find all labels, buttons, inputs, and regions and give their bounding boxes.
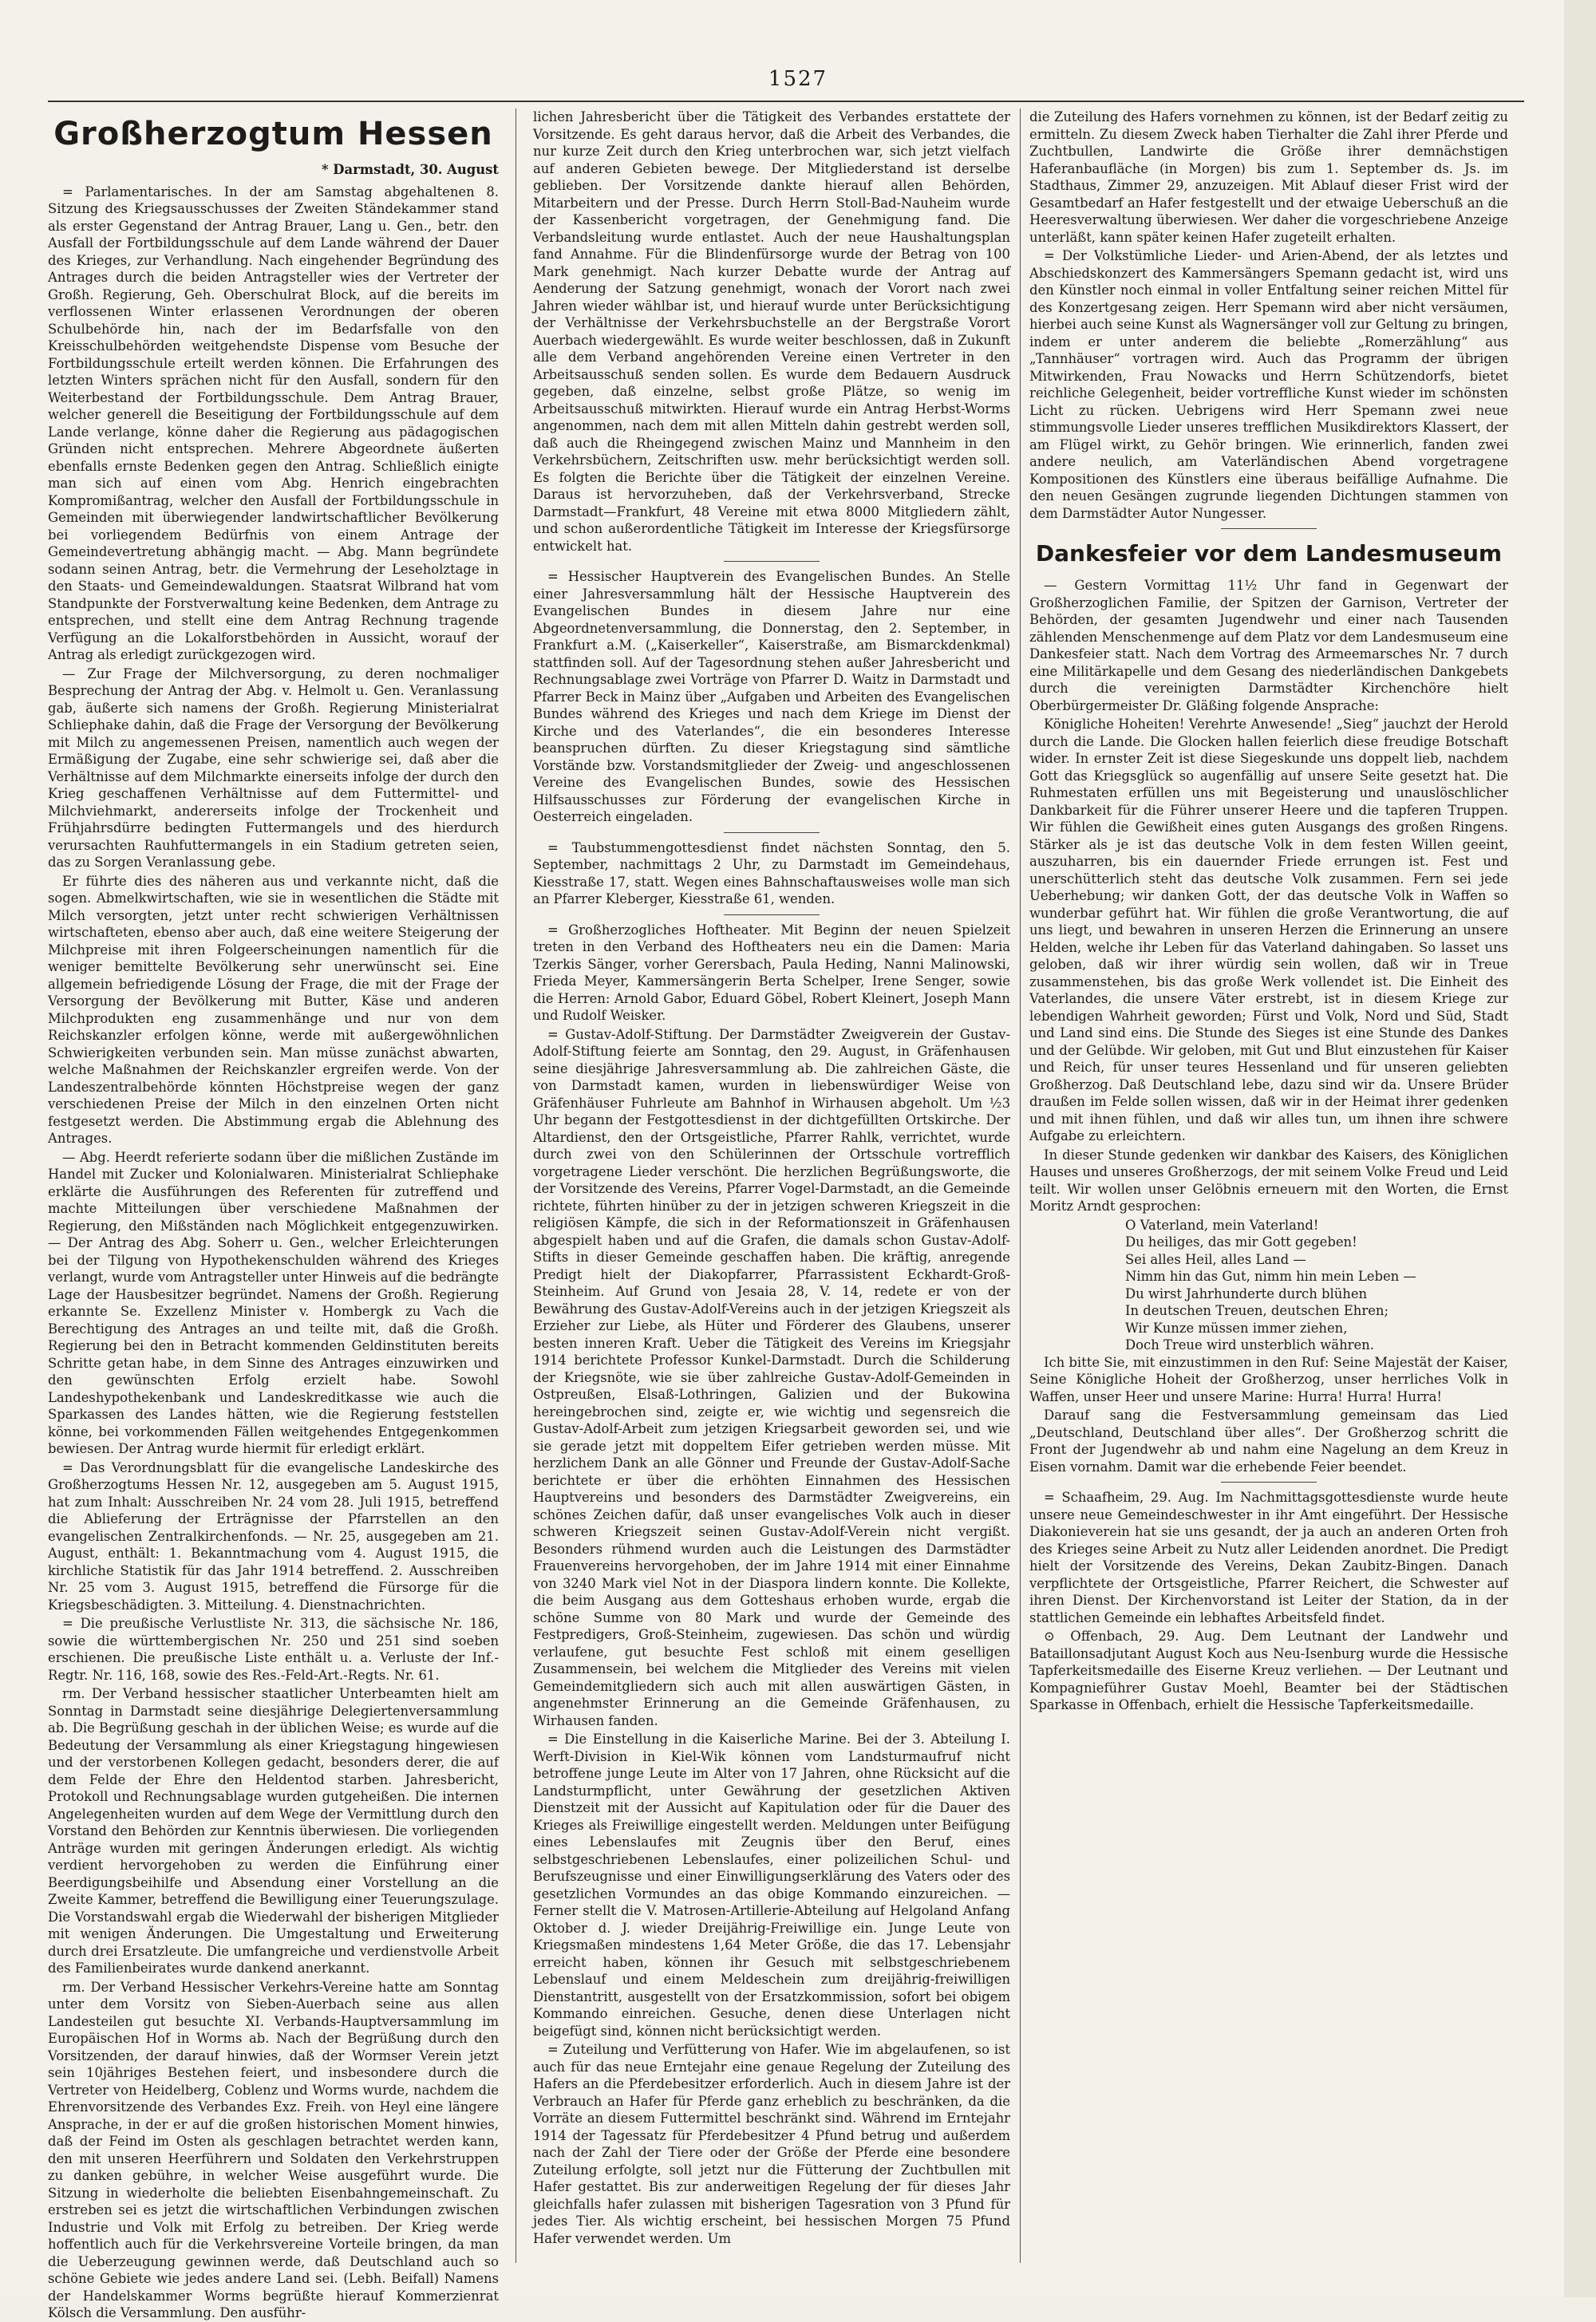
- article-paragraph: Darauf sang die Festversammlung gemeinsam das Lied „Deutschland, Deutschland über alles“. Der Großherzog schritt die Front der Jugendwehr ab und nahm eine Nagelung an dem Kreuz in Eisen vornahm. Damit war die erhebende Feier beendet.: [1029, 1408, 1508, 1475]
- article-paragraph: = Taubstummengottesdienst findet nächsten Sonntag, den 5. September, nachmittags 2 Uhr, zu Darmstadt im Gemeindehaus, Kiesstraße 17, statt. Wegen eines Bahnschaftausweises wolle man sich an Pfarrer Kleberger, Kiesstraße 61, wenden.: [533, 839, 1010, 906]
- article-paragraph: = Parlamentarisches. In der am Samstag abgehaltenen 8. Sitzung des Kriegsausschusses der Zweiten Ständekammer stand als erster Gegenstand der Antrag Brauer, Lang u. Gen., betr. den Ausfall der Fortbildungsschule auf dem Lande während der Dauer des Krieges, zur Verhandlung. Nach eingehender Begründung des Antrages durch die beiden Antragsteller wies der Vertreter der Großh. Regierung, Geh. Oberschulrat Block, auf die bereits im verflossenen Winter erlassenen Verordnungen der oberen Schulbehörde hin, nach der im Bedarfsfalle von den Kreisschulbehörden weitgehendste Dispense vom Besuche der Fortbildungsschule erteilt werden können. Die Erfahrungen des letzten Winters sprächen nicht für den Ausfall, sondern für den Weiterbestand der Fortbildungsschule. Dem Antrag Brauer, welcher generell die Beseitigung der Fortbildungsschule auf dem Lande verlange, könne daher die Regierung aus pädagogischen Gründen nicht entsprechen. Mehrere Abgeordnete äußerten ebenfalls ernste Bedenken gegen den Antrag. Schließlich einigte man sich auf einen vom Abg. Henrich eingebrachten Kompromißantrag, welcher den Ausfall der Fortbildungsschule in Gemeinden mit überwiegender landwirtschaftlicher Bevölkerung bei vorliegendem Bedürfnis von einem Antrage der Gemeindevertretung abhängig macht. — Abg. Mann begründete sodann seinen Antrag, betr. die Vermehrung der Leseholztage in den Staats- und Gemeindewaldungen. Staatsrat Wilbrand hat vom Standpunkte der Forstverwaltung keine Bedenken, dem Antrage zu entsprechen, und stellt eine dem Antrag Rechnung tragende Verfügung an die Lokalforstbehörden in Aussicht, worauf der Antrag als erledigt zurückgezogen wird.: [48, 184, 499, 662]
- poem-line: Du wirst Jahrhunderte durch blühen: [1125, 1285, 1368, 1301]
- header-rule: [48, 101, 1524, 102]
- separator: [1221, 528, 1317, 529]
- article-paragraph: die Zuteilung des Hafers vornehmen zu können, ist der Bedarf zeitig zu ermitteln. Zu diesem Zweck haben Tierhalter die Zahl ihrer Pferde und Zuchtbullen, Landwirte die Größe ihrer demnächstigen Haferanbaufläche (in Morgen) bis zum 1. September ds. Js. im Stadthaus, Zimmer 29, anzuzeigen. Mit Ablauf dieser Frist wird der Gesamtbedarf an Hafer festgestellt und der etwaige Ueberschuß an die Heeresverwaltung überwiesen. Wer daher die vorgeschriebene Anzeige unterläßt, kann später keinen Hafer zugeteilt erhalten.: [1029, 109, 1508, 245]
- section-heading: Dankesfeier vor dem Landesmuseum: [1035, 540, 1503, 567]
- poem-line: O Vaterland, mein Vaterland!: [1125, 1217, 1319, 1233]
- article-paragraph: = Hessischer Hauptverein des Evangelischen Bundes. An Stelle einer Jahresversammlung hält der Hessische Hauptverein des Evangelischen Bundes in diesem Jahre nur eine Abgeordnetenversammlung, die Donnerstag, den 2. September, in Frankfurt a.M. („Kaiserkeller“, Kaiserstraße, am Bismarckdenkmal) stattfinden soll. Auf der Tagesordnung stehen außer Jahresbericht und Rechnungsablage zwei Vorträge von Pfarrer D. Waitz in Darmstadt und Pfarrer Beck in Mainz über „Aufgaben und Arbeiten des Evangelischen Bundes während des Krieges und nach dem Kriege im Dienst der Kirche und des Vaterlandes“, die ein besonderes Interesse beanspruchen dürften. Zu dieser Kriegstagung sind sämtliche Vorstände bzw. Vorstandsmitglieder der Zweig- und angeschlossenen Vereine des Evangelischen Bundes, sowie des Hessischen Hilfsausschusses zur Förderung der evangelischen Kirche in Oesterreich eingeladen.: [533, 569, 1010, 824]
- article-paragraph: = Das Verordnungsblatt für die evangelische Landeskirche des Großherzogtums Hessen Nr. 12, ausgegeben am 5. August 1915, hat zum Inhalt: Ausschreiben Nr. 24 vom 28. Juli 1915, betreffend die Ablieferung der Erträgnisse der Pfarrstellen an den evangelischen Zentralkirchenfonds. — Nr. 25, ausgegeben am 21. August, enthält: 1. Bekanntmachung vom 4. August 1915, die kirchliche Statistik für das Jahr 1914 betreffend. 2. Ausschreiben Nr. 25 vom 3. August 1915, betreffend die Fürsorge für die Kriegsbeschädigten. 3. Mitteilung. 4. Dienstnachrichten.: [48, 1459, 499, 1613]
- separator: [1221, 1482, 1317, 1483]
- poem-line: Wir Kunze müssen immer ziehen,: [1125, 1320, 1348, 1336]
- article-paragraph: = Gustav-Adolf-Stiftung. Der Darmstädter Zweigverein der Gustav-Adolf-Stiftung feierte am Sonntag, den 29. August, in Gräfenhausen seine diesjährige Jahresversammlung ab. Die zahlreichen Gäste, die von Darmstadt kamen, wurden in liebenswürdiger Weise von Gräfenhäuser Fuhrleute am Bahnhof in Wirhausen abgeholt. Um ½3 Uhr begann der Festgottesdienst in der dichtgefüllten Ortskirche. Der Altardienst, den der Ortsgeistliche, Pfarrer Rahlk, verrichtet, wurde durch zwei von den Schülerinnen der Ortsschule vortrefflich vorgetragene Lieder verschönt. Die herzlichen Begrüßungsworte, die der Vorsitzende des Vereins, Pfarrer Vogel-Darmstadt, an die Gemeinde richtete, führten hinüber zu der in jetzigen schweren Kriegszeit in die religiösen Kämpfe, die sich in der Reformationszeit in Gräfenhausen abgespielt haben und auf die Grafen, die damals schon Gustav-Adolf-Stifts in dieser Gemeinde geschaffen haben. Die kräftig, anregende Predigt hielt der Diakopfarrer, Pfarrassistent Eckhardt-Groß-Steinheim. Auf Grund von Jesaia 28, V. 14, redete er von der Bewährung des Gustav-Adolf-Vereins auch in der jetzigen Kriegszeit als Erzieher zur Liebe, als Hüter und Förderer des Glaubens, unserer besten inneren Kraft. Ueber die Tätigkeit des Vereins im Kriegsjahr 1914 berichtete Professor Kunkel-Darmstadt. Durch die Schilderung der Kriegsnöte, wie sie über zahlreiche Gustav-Adolf-Gemeinden in Ostpreußen, Elsaß-Lothringen, Galizien und der Bukowina hereingebrochen sind, zeigte er, wie wichtig und segensreich die Gustav-Adolf-Arbeit zum jetzigen Kriegsarbeit geworden sei, und wie sie gerade jetzt mit doppeltem Eifer getrieben werden müsse. Mit herzlichem Dank an alle Gönner und Freunde der Gustav-Adolf-Sache berichtete er über die erhöhten Einnahmen des Hessischen Hauptvereins und besonders des Darmstädter Zweigvereins, ein schönes Zeichen dafür, daß unser evangelisches Volk auch in dieser schweren Kriegszeit seinen Gustav-Adolf-Verein nicht vergißt. Besonders rühmend wurden auch die Leistungen des Darmstädter Frauenvereins hervorgehoben, der im Jahre 1914 mit einer Einnahme von 3240 Mark viel Not in der Diaspora lindern konnte. Die Kollekte, die beim Ausgang aus dem Gotteshaus erhoben wurde, ergab die schöne Summe von 80 Mark und wurde der Gemeinde des Festpredigers, Groß-Steinheim, zugewiesen. Das schön und würdig verlaufene, gut besuchte Fest schloß mit einem geselligen Zusammensein, bei welchem die Mitglieder des Vereins mit vielen Gemeindemitgliedern sich auch mit allen auswärtigen Gästen, in angenehmster Erinnerung an die Gemeinde Gräfenhausen, zu Wirhausen fanden.: [533, 1026, 1010, 1728]
- page-number: 1527: [768, 67, 828, 91]
- article-paragraph: — Abg. Heerdt referierte sodann über die mißlichen Zustände im Handel mit Zucker und Kolonialwaren. Ministerialrat Schliephake erklärte die Ausführungen des Referenten für zutreffend und machte Mitteilungen über verschiedene Maßnahmen der Regierung, den Mißständen nach Möglichkeit entgegenzuwirken. — Der Antrag des Abg. Soherr u. Gen., welcher Erleichterungen bei der Tilgung von Hypothekenschulden während des Krieges verlangt, wurde vom Antragsteller unter Hinweis auf die bedrängte Lage der Hausbesitzer begründet. Namens der Großh. Regierung erkannte Se. Exzellenz Minister v. Hombergk zu Vach die Berechtigung des Antrages an und teilte mit, daß die Großh. Regierung bei den in Betracht kommenden Geldinstituten bereits Schritte getan habe, in dem Sinne des Antrages einzuwirken und den gewünschten Erfolg erzielt habe. Sowohl Landeshypothekenbank und Landeskreditkasse wie auch die Sparkassen des Landes hätten, wie die Regierung feststellen könne, bei vorkommenden Fällen weitgehendes Entgegenkommen bewiesen. Der Antrag wurde hiermit für erledigt erklärt.: [48, 1149, 499, 1456]
- article-paragraph: = Die Einstellung in die Kaiserliche Marine. Bei der 3. Abteilung I. Werft-Division in Kiel-Wik können vom Landsturmaufruf nicht betroffene junge Leute im Alter von 17 Jahren, ohne Rücksicht auf die Landsturmpflicht, unter Gewährung der gesetzlichen Aktiven Dienstzeit mit der Aussicht auf Kapitulation oder für die Dauer des Krieges als Freiwillige eingestellt werden. Meldungen unter Beifügung eines Lebenslaufes mit Zeugnis über den Beruf, eines selbstgeschriebenen Lebenslaufes, einer polizeilichen Schul- und Berufszeugnisse und einer Einwilligungserklärung des Vaters oder des gesetzlichen Vormundes an das obige Kommando einzureichen. — Ferner stellt die V. Matrosen-Artillerie-Abteilung auf Helgoland Anfang Oktober d. J. wieder Dreijährig-Freiwillige ein. Junge Leute von Kriegsmaßen mindestens 1,64 Meter Größe, die das 17. Lebensjahr erreicht haben, können ihr Gesuch mit selbstgeschriebenem Lebenslauf und einem Meldeschein zum dreijährig-freiwilligen Dienstantritt, ausgestellt von der Ersatzkommission, sofort bei obigem Kommando einreichen. Gesuche, denen diese Unterlagen nicht beigefügt sind, können nicht berücksichtigt werden.: [533, 1732, 1010, 2039]
- column-2: [533, 109, 1010, 2263]
- article-paragraph: = Die preußische Verlustliste Nr. 313, die sächsische Nr. 186, sowie die württembergischen Nr. 250 und 251 sind soeben erschienen. Die preußische Liste enthält u. a. Verluste der Inf.-Regtr. Nr. 116, 168, sowie des Res.-Feld-Art.-Regts. Nr. 61.: [48, 1616, 499, 1683]
- article-paragraph: Königliche Hoheiten! Verehrte Anwesende! „Sieg“ jauchzt der Herold durch die Lande. Die Glocken hallen feierlich diese freudige Botschaft wider. In ernster Zeit ist diese Siegeskunde uns doppelt lieb, nachdem Gott das Kriegsglück so augenfällig auf unsere Seite gesetzt hat. Die Ruhmestaten erfüllen uns mit Begeisterung und unauslöschlicher Dankbarkeit für die Führer unserer Heere und die tapferen Truppen. Wir fühlen die Gewißheit eines guten Ausgangs des großen Ringens. Stärker als je ist das deutsche Volk in dem festen Willen geeint, auszuharren, bis ein dauernder Friede errungen ist. Fest und unerschütterlich steht das deutsche Volk zusammen. Fern sei jede Ueberhebung; wir danken Gott, der das deutsche Volk in Waffen so wunderbar geführt hat. Wir fühlen die große Verantwortung, die auf uns liegt, und bewahren in unseren Herzen die Erinnerung an unsere Helden, welche ihr Leben für das Vaterland dahingaben. So lasset uns geloben, daß wir ihrer würdig sein wollen, daß wir in Treue zusammenstehen, bis das große Werk vollendet ist. Die Einheit des Vaterlandes, die unsere Väter erstrebt, ist in diesem Kriege zur lebendigen Wahrheit geworden; Fürst und Volk, Nord und Süd, Stadt und Land sind eins. Die Stunde des Sieges ist eine Stunde des Dankes und der Gelübde. Wir geloben, mit Gut und Blut einzustehen für Kaiser und Reich, für unser teures Hessenland und für unseren geliebten Großherzog. Daß Deutschland lebe, dazu sind wir da. Unsere Brüder draußen im Felde sollen wissen, daß wir in der Heimat ihrer gedenken und mit ihnen fühlen, und daß wir alles tun, um ihnen ihre schwere Aufgabe zu erleichtern.: [1029, 717, 1508, 1143]
- page-edge: [1564, 0, 1596, 2297]
- separator: [724, 832, 820, 833]
- article-paragraph: Er führte dies des näheren aus und verkannte nicht, daß die sogen. Abmelkwirtschaften, wie sie in wesentlichen die Städte mit Milch versorgten, jetzt unter recht schwierigen Verhältnissen wirtschafteten, ebenso aber auch, daß eine weitere Steigerung der Milchpreise mit ihren Folgeerscheinungen namentlich für die weniger bemittelte Bevölkerung sehr unerwünscht sei. Eine allgemein befriedigende Lösung der Frage, die mit der Frage der Versorgung der Bevölkerung mit Butter, Käse und anderen Milchprodukten eng zusammenhänge und nur von dem Reichskanzler erfolgen könne, werde mit außergewöhnlichen Schwierigkeiten verbunden sein. Man müsse zunächst abwarten, welche Maßnahmen der Reichskanzler ergreifen werde. Von der Landeszentralbehörde könnten Höchstpreise wegen der ganz verschiedenen Preise der Milch in den einzelnen Orten nicht festgesetzt werden. Die Abstimmung ergab die Ablehnung des Antrages.: [48, 873, 499, 1146]
- article-paragraph: — Gestern Vormittag 11½ Uhr fand in Gegenwart der Großherzoglichen Familie, der Spitzen der Garnison, Vertreter der Behörden, der gesamten Jugendwehr und einer nach Tausenden zählenden Menschenmenge auf dem Platz vor dem Landesmuseum eine Dankesfeier statt. Nach dem Vortrag des Armeemarsches Nr. 7 durch eine Militärkapelle und dem Gesang des niederländischen Dankgebets durch die vereinigten Darmstädter Kirchenchöre hielt Oberbürgermeister Dr. Gläßing folgende Ansprache:: [1029, 578, 1508, 713]
- dateline: * Darmstadt, 30. August: [322, 162, 499, 177]
- article-paragraph: = Schaafheim, 29. Aug. Im Nachmittagsgottesdienste wurde heute unsere neue Gemeindeschwester in ihr Amt eingeführt. Der Hessische Diakonieverein hat sie uns gesandt, der ja auch an anderen Orten froh des Krieges seine Arbeit zu Nutz aller Leidenden anordnet. Die Predigt hielt der Vorsitzende des Vereins, Dekan Zaubitz-Bingen. Danach verpflichtete der Ortsgeistliche, Pfarrer Reichert, die Schwester auf ihren Dienst. Der Kirchenvorstand ist Leiter der Station, da in der stattlichen Gemeinde ein lebhaftes Arbeitsfeld findet.: [1029, 1490, 1508, 1625]
- column-3: [1029, 109, 1508, 2263]
- article-paragraph: Ich bitte Sie, mit einzustimmen in den Ruf: Seine Majestät der Kaiser, Seine Königliche Hoheit der Großherzog, unser herrliches Volk in Waffen, unser Heer und unsere Marine: Hurra! Hurra! Hurra!: [1029, 1354, 1508, 1404]
- article-paragraph: lichen Jahresbericht über die Tätigkeit des Verbandes erstattete der Vorsitzende. Es geht daraus hervor, daß die Arbeit des Verbandes, die nur kurze Zeit durch den Krieg unterbrochen war, sich jetzt vielfach auf anderen Gebieten bewege. Der Mitgliederstand ist derselbe geblieben. Der Vorsitzende dankte hierauf allen Behörden, Mitarbeitern und der Presse. Durch Herrn Stoll-Bad-Nauheim wurde der Kassenbericht vorgetragen, der Genehmigung fand. Die Verbandsleitung wurde entlastet. Auch der neue Haushaltungsplan fand Annahme. Für die Blindenfürsorge wurde der Betrag von 100 Mark genehmigt. Nach kurzer Debatte wurde der Antrag auf Aenderung der Satzung genehmigt, wonach der Vorort nach zwei Jahren wieder wählbar ist, und hierauf wurde unter Berücksichtigung der Verhältnisse der Verkehrsbuchstelle an der Bergstraße Vorort Auerbach wiedergewählt. Es wurde weiter beschlossen, daß in Zukunft alle dem Verband angehörenden Vereine einen Vertreter in den Arbeitsausschuß senden sollen. Es wurde dem Bedauern Ausdruck gegeben, daß einzelne, selbst große Plätze, so wenig im Arbeitsausschuß mitwirkten. Hierauf wurde ein Antrag Herbst-Worms angenommen, nach dem mit allen Mitteln dahin gestrebt werden soll, daß auch die Rheingegend zwischen Mainz und Mannheim in den Verkehrsbüchern, Zeitschriften usw. mehr berücksichtigt werden soll. Es folgten die Berichte über die Tätigkeit der einzelnen Vereine. Daraus ist hervorzuheben, daß der Verkehrsverband, Strecke Darmstadt—Frankfurt, 48 Vereine mit etwa 8000 Mitgliedern zählt, und schon außerordentliche Tätigkeit im Interesse der Kriegsfürsorge entwickelt hat.: [533, 109, 1010, 554]
- article-paragraph: rm. Der Verband hessischer staatlicher Unterbeamten hielt am Sonntag in Darmstadt seine diesjährige Delegiertenversammlung ab. Die Begrüßung geschah in der üblichen Weise; es wurde auf die Bedeutung der Versammlung als einer Kriegstagung hingewiesen und der verstorbenen Kollegen gedacht, besonders derer, die auf dem Felde der Ehre den Heldentod starben. Jahresbericht, Protokoll und Rechnungsablage wurden gutgeheißen. Die internen Angelegenheiten wurden auf dem Wege der Vermittlung durch den Vorstand den Behörden zur Kenntnis überwiesen. Die vorliegenden Anträge wurden mit geringen Änderungen erledigt. Als wichtig verdient hervorgehoben zu werden die Einführung einer Beerdigungsbeihilfe und Absendung einer Vorstellung an die Zweite Kammer, betreffend die Bewilligung einer Teuerungszulage. Die Vorstandswahl ergab die Wiederwahl der bisherigen Mitglieder mit wenigen Änderungen. Die Umgestaltung und Erweiterung durch drei Ersatzleute. Die umfangreiche und verdienstvolle Arbeit des Familienbeirates wurde dankend anerkannt.: [48, 1686, 499, 1976]
- separator: [724, 914, 820, 915]
- poem-line: Du heiliges, das mir Gott gegeben!: [1125, 1234, 1357, 1250]
- article-paragraph: — Zur Frage der Milchversorgung, zu deren nochmaliger Besprechung der Antrag der Abg. v. Helmolt u. Gen. Veranlassung gab, äußerte sich namens der Großh. Regierung Ministerialrat Schliephake dahin, daß die Frage der Versorgung der Bevölkerung mit Milch zu angemessenen Preisen, namentlich auch wegen der Ermäßigung der Zugabe, eine sehr schwierige sei, daß aber die Verhältnisse auf dem Milchmarkte einerseits infolge der durch den Krieg geschaffenen Verhältnisse auf dem Futtermittel- und Milchviehmarkt, andererseits infolge der Trockenheit und Frühjahrsdürre bedingten Futtermangels und des hierdurch verursachten Rauhfuttermangels in ein Stadium getreten seien, das zu Sorgen Veranlassung gebe.: [48, 665, 499, 870]
- article-paragraph: = Zuteilung und Verfütterung von Hafer. Wie im abgelaufenen, so ist auch für das neue Erntejahr eine genaue Regelung der Zuteilung des Hafers an die Pferdebesitzer erforderlich. Auch in diesem Jahre ist der Verbrauch an Hafer für Pferde ganz erheblich zu beschränken, da die Vorräte an diesem Futtermittel beschränkt sind. Während im Erntejahr 1914 der Tagessatz für Pferdebesitzer 4 Pfund betrug und außerdem nach der Zahl der Tiere oder der Größe der Pferde eine besondere Zuteilung erfolgte, soll jetzt nur die Fütterung der Zuchtbullen mit Hafer gestattet. Bis zur anderweitigen Regelung der für dieses Jahr gleichfalls hafer zulassen mit bisherigen Tagesration von 3 Pfund für jedes Tier. Als wichtig erscheint, bei hessischen Morgen 75 Pfund Hafer verwendet werden. Um: [533, 2042, 1010, 2246]
- column-divider: [1020, 109, 1021, 2263]
- poem-line: Sei alles Heil, alles Land —: [1125, 1251, 1306, 1267]
- article-paragraph: rm. Der Verband Hessischer Verkehrs-Vereine hatte am Sonntag unter dem Vorsitz von Sieben-Auerbach seine aus allen Landesteilen gut besuchte XI. Verbands-Hauptversammlung im Europäischen Hof in Worms ab. Nach der Begrüßung durch den Vorsitzenden, der darauf hinwies, daß der Wormser Verein jetzt sein 10jähriges Bestehen feiert, und insbesondere durch die Vertreter von Heidelberg, Coblenz und Worms wurde, nachdem die Ehrenvorsitzende des Verbandes Exz. Freih. von Heyl eine längere Ansprache, in der er auf die großen historischen Moment hinwies, daß der Feind im Osten als geschlagen betrachtet werden kann, den mit unseren Heerführern und Soldaten den Verkehrstruppen zu danken gebühre, in welcher Weise ausgeführt wurde. Die Sitzung in wiederholte die beliebten Eisenbahngemeinschaft. Zu erstreben sei es jetzt die wirtschaftlichen Verbindungen zwischen Industrie und Volk mit Erfolg zu betreiben. Der Krieg werde hoffentlich auch für die Verkehrsvereine Vorteile bringen, da man die Ueberzeugung gewinnen werde, daß Deutschland auch so schöne Gebiete wie jedes andere Land sei. (Lebh. Beifall) Namens der Handelskammer Worms begrüßte hierauf Kommerzienrat Kölsch die Versammlung. Den ausführ-: [48, 1979, 499, 2320]
- poem-line: Nimm hin das Gut, nimm hin mein Leben —: [1125, 1269, 1416, 1284]
- article-paragraph: = Großherzogliches Hoftheater. Mit Beginn der neuen Spielzeit treten in den Verband des Hoftheaters neu ein die Damen: Maria Tzerkis Sänger, vorher Gerersbach, Paula Heding, Nanni Malinowski, Frieda Meyer, Kammersängerin Berta Schelper, Irene Senger, sowie die Herren: Arnold Gabor, Eduard Göbel, Robert Kleinert, Joseph Mann und Rudolf Weisker.: [533, 922, 1010, 1023]
- article-paragraph: = Der Volkstümliche Lieder- und Arien-Abend, der als letztes und Abschiedskonzert des Kammersängers Spemann gedacht ist, wird uns den Künstler noch einmal in voller Entfaltung seiner reichen Mittel für des Konzertgesang zeigen. Herr Spemann wird aber nicht versäumen, hierbei auch seine Kunst als Wagnersänger voll zur Geltung zu bringen, indem er unter anderem die beliebte „Romerzählung“ aus „Tannhäuser“ vortragen wird. Auch das Programm der übrigen Mitwirkenden, Frau Nowacks und Herrn Schützendorfs, bietet reichliche Gelegenheit, beider vortreffliche Kunst wieder im schönsten Licht zu rücken. Uebrigens wird Herr Spemann zwei neue stimmungsvolle Lieder unseres trefflichen Musikdirektors Klassert, der am Flügel wirkt, zu Gehör bringen. Wie erinnerlich, fanden zwei andere neulich, am Vaterländischen Abend vorgetragene Kompositionen des Künstlers eine überaus beifällige Aufnahme. Die den neuen Gesängen zugrunde liegenden Dichtungen stammen von dem Darmstädter Autor Nungesser.: [1029, 248, 1508, 521]
- section-heading: Großherzogtum Hessen: [53, 116, 493, 152]
- article-paragraph: ⊙ Offenbach, 29. Aug. Dem Leutnant der Landwehr und Bataillonsadjutant August Koch aus Neu-Isenburg wurde die Hessische Tapferkeitsmedaille des Eiserne Kreuz verliehen. — Der Leutnant und Kompagnieführer Gustav Moehl, Beamter bei der Städtischen Sparkasse in Offenbach, erhielt die Hessische Tapferkeitsmedaille.: [1029, 1629, 1508, 1712]
- separator: [724, 561, 820, 562]
- poem-line: Doch Treue wird unsterblich währen.: [1125, 1337, 1374, 1353]
- article-paragraph: In dieser Stunde gedenken wir dankbar des Kaisers, des Königlichen Hauses und unseres Großherzogs, der mit seinem Volke Freud und Leid teilt. Wir wollen unser Gelöbnis erneuern mit den Worten, die Ernst Moritz Arndt gesprochen:: [1029, 1147, 1508, 1214]
- column-1: [48, 109, 499, 2320]
- poem-line: In deutschen Treuen, deutschen Ehren;: [1125, 1303, 1389, 1318]
